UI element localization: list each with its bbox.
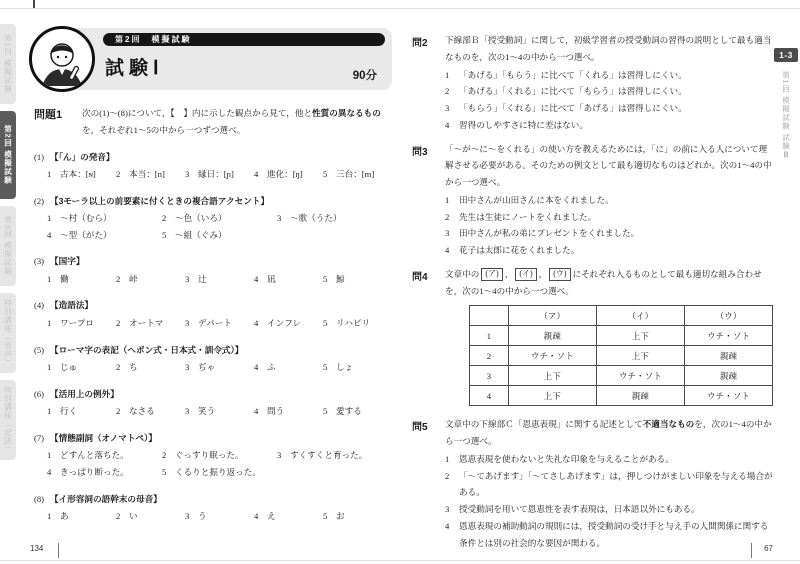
answer-option [323, 508, 392, 525]
answer-option [445, 117, 773, 134]
left-page-number: 134 [30, 544, 44, 553]
option-text: 恩恵表現の補助動詞の規則には，授受動詞の受け手と与え手の人間関係に関する条件とは別の社会的な要因が関わる。 [459, 520, 769, 548]
examiner-character-icon [29, 26, 95, 92]
problem1-text-1: 次の(1)～(8)について，【 】内に示した観点から見て，他と [82, 108, 313, 118]
option-text: 愛する [336, 405, 362, 416]
q5-text-1: 文章中の下線部Ｃ「恩恵表現」に関する記述として [445, 419, 643, 430]
option-number: 5 [161, 229, 167, 240]
table-cell: 親疎 [596, 386, 684, 406]
option-number: 5 [161, 466, 167, 477]
item-header [34, 430, 392, 446]
exam-item [34, 342, 392, 376]
option-text: 問う [267, 405, 285, 416]
tab-special-lecture-kijutsu: 特別講座（記述） [0, 380, 16, 460]
q4-text-1: 文章中の [445, 268, 480, 279]
item-number: (7) [34, 432, 45, 443]
option-text: 凪 [267, 273, 276, 284]
option-text: お [336, 510, 345, 521]
option-text: 授受動詞を用いて恩恵性を表す表現は，日本語以外にもある。 [459, 504, 700, 514]
item-number: (2) [34, 195, 45, 206]
option-number: 1 [47, 361, 52, 372]
right-page [412, 32, 773, 558]
option-number: 2 [116, 273, 121, 284]
answer-option [323, 315, 392, 332]
option-text: リハビリ [336, 317, 371, 328]
item-header [34, 342, 392, 358]
question-4 [412, 266, 773, 410]
answer-option [162, 464, 277, 481]
question-5 [412, 416, 773, 551]
option-number: 1 [445, 69, 450, 80]
item-header [34, 297, 392, 313]
option-text: あ [60, 510, 69, 521]
answer-option [47, 315, 116, 332]
exam-item [34, 386, 392, 420]
option-number: 3 [185, 317, 190, 328]
option-number: 4 [47, 466, 52, 477]
option-number: 3 [185, 510, 190, 521]
option-number: 2 [445, 470, 450, 481]
answer-option [445, 225, 773, 242]
option-number: 2 [116, 361, 121, 372]
option-number: 4 [445, 245, 450, 255]
table-cell: 3 [470, 366, 509, 386]
answer-option [323, 359, 392, 376]
table-row-2 [470, 346, 773, 366]
question-5-text [445, 416, 773, 450]
question-2-number: 問2 [412, 38, 428, 49]
exam-round-label: 第2回 模擬試験 [115, 35, 192, 44]
item-options [47, 271, 392, 288]
answer-option [116, 403, 185, 420]
option-text: う [198, 510, 207, 521]
item-number: (4) [34, 300, 45, 311]
answer-option [185, 166, 254, 183]
question-2-options [445, 67, 773, 134]
answer-option [445, 518, 773, 552]
tab-mock-exam-2-active: 第2回 模擬試験 [0, 111, 16, 199]
option-number: 2 [116, 168, 121, 179]
table-header-row [470, 306, 773, 326]
option-number: 5 [323, 510, 328, 521]
option-text: え [267, 510, 276, 521]
option-text: 笑う [198, 405, 216, 416]
tab-mock-exam-3: 第3回 模擬試験 [0, 206, 16, 286]
option-number: 1 [445, 194, 450, 205]
item-header [34, 253, 392, 269]
question-5-body [445, 416, 773, 551]
option-text: 進化：[ŋ] [267, 168, 303, 179]
option-text: どすんと落ちた。 [60, 450, 129, 461]
item-criterion: 【造語法】 [50, 300, 94, 311]
answer-option [323, 403, 392, 420]
question-2 [412, 32, 773, 134]
question-3-body [445, 141, 773, 259]
option-text: 鯨 [336, 273, 345, 284]
answer-option [162, 210, 277, 227]
answer-option [47, 403, 116, 420]
option-text: きっぱり断った。 [60, 466, 129, 477]
option-number: 2 [445, 86, 450, 97]
answer-option [116, 508, 185, 525]
item-header [34, 491, 392, 507]
option-text: 働 [60, 273, 69, 284]
problem1-block [34, 105, 392, 139]
table-cell: 親疎 [684, 366, 772, 386]
option-text: 辻 [198, 273, 207, 284]
tab-special-lecture-onsei: 特別講座（音声） [0, 293, 16, 373]
answer-option [185, 271, 254, 288]
chapter-tab-strip [0, 24, 16, 460]
table-cell: 1 [470, 326, 509, 346]
option-number: 1 [47, 450, 52, 461]
option-number: 4 [254, 273, 259, 284]
option-text: 先生は生徒にノートをくれました。 [459, 211, 597, 222]
option-number: 5 [323, 317, 328, 328]
blank-box-c: (ウ) [549, 268, 570, 281]
answer-option [254, 315, 323, 332]
table-cell: 上下 [508, 386, 596, 406]
bottom-rule [0, 560, 800, 561]
item-number: (1) [34, 151, 45, 162]
item-options [47, 166, 392, 183]
right-edge-marker [773, 48, 799, 160]
option-text: 田中さんが私の弟にプレゼントをくれました。 [459, 228, 640, 239]
answer-option [47, 166, 116, 183]
option-text: 行く [60, 405, 78, 416]
option-number: 1 [47, 317, 52, 328]
option-text: ぐっすり眠った。 [174, 450, 244, 461]
option-number: 4 [445, 520, 450, 531]
answer-option [116, 315, 185, 332]
answer-option [445, 67, 773, 84]
answer-option [323, 271, 392, 288]
option-text: 縁日：[ɲ] [198, 168, 234, 179]
q4-separator-2: ， [538, 268, 548, 279]
item-number: (5) [34, 344, 45, 355]
question-3-number: 問3 [412, 146, 428, 158]
blank-box-b: (イ) [515, 268, 536, 281]
table-cell: 2 [470, 346, 509, 366]
right-page-number: 67 [764, 544, 773, 553]
item-number: (6) [34, 388, 45, 399]
item-header [34, 149, 392, 165]
answer-option [254, 166, 323, 183]
answer-option [254, 359, 323, 376]
answer-option [445, 451, 773, 468]
answer-option [47, 210, 162, 227]
option-number: 4 [254, 168, 259, 179]
answer-option [185, 403, 254, 420]
option-number: 5 [323, 361, 328, 372]
option-number: 4 [254, 405, 259, 416]
table-cell: 上下 [508, 366, 596, 386]
question-2-body [445, 32, 773, 134]
left-folio-tick [58, 543, 59, 558]
answer-option [185, 315, 254, 332]
exam-item [34, 149, 392, 183]
option-text: ～型（がた） [60, 229, 112, 240]
table-row-4 [470, 386, 773, 406]
item-header [34, 193, 392, 209]
question-3 [412, 141, 773, 259]
section-badge: 1-3 [774, 48, 798, 62]
option-number: 1 [47, 168, 52, 179]
question-4-text [445, 266, 773, 300]
exam-item [34, 193, 392, 244]
answer-option [445, 501, 773, 518]
option-text: ～色（いろ） [174, 212, 227, 223]
table-row-3 [470, 366, 773, 386]
option-number: 2 [445, 211, 450, 222]
option-number: 1 [47, 405, 52, 416]
option-text: 三台：[m] [336, 168, 375, 179]
answer-option [47, 447, 162, 464]
answer-option [254, 508, 323, 525]
item-number: (3) [34, 256, 45, 267]
section-label: 第1回 模擬試験 試験Ⅲ [781, 71, 791, 161]
option-text: なさる [129, 405, 155, 416]
exam-item [34, 297, 392, 331]
item-options [47, 447, 392, 481]
answer-option [445, 242, 773, 259]
table-header-b: （イ） [596, 306, 684, 326]
exam-round-banner [103, 33, 385, 46]
option-text: ち [129, 361, 138, 372]
item-number: (8) [34, 493, 45, 504]
table-cell: ウチ・ソト [596, 366, 684, 386]
question-5-options [445, 451, 773, 552]
option-text: ぢゃ [198, 361, 216, 372]
answer-option [47, 271, 116, 288]
option-text: い [129, 510, 138, 521]
table-cell: 親疎 [684, 346, 772, 366]
top-rule [0, 8, 800, 9]
q5-text-2: を，次の1～4の中から一つ選べ。 [445, 419, 772, 446]
answer-option [47, 359, 116, 376]
item-options [47, 508, 392, 525]
answer-option [116, 359, 185, 376]
item-options [47, 315, 392, 332]
option-number: 4 [254, 510, 259, 521]
answer-option [185, 359, 254, 376]
option-text: ワープロ [60, 317, 94, 328]
option-text: デパート [198, 317, 232, 328]
item-options [47, 359, 392, 376]
option-text: 恩恵表現を使わないと失礼な印象を与えることがある。 [459, 453, 674, 464]
exam-duration: 90分 [352, 70, 377, 82]
option-number: 3 [445, 103, 450, 113]
item-header [34, 386, 392, 402]
q5-bold-phrase: 不適当なもの [642, 419, 695, 430]
exam-item [34, 253, 392, 287]
blank-box-a: (ア) [481, 268, 502, 281]
option-number: 3 [185, 168, 190, 179]
option-text: 峠 [129, 273, 138, 284]
answer-option [445, 83, 773, 100]
option-text: 習得のしやすさに特に差はない。 [459, 119, 588, 130]
option-text: 「あげる」「くれる」に比べて「もらう」は習得しにくい。 [459, 86, 687, 97]
answer-option [445, 209, 773, 226]
question-5-number: 問5 [412, 422, 428, 434]
option-number: 3 [276, 212, 282, 223]
option-text: 「あげる」「もらう」に比べて「くれる」は習得しにくい。 [459, 69, 687, 80]
item-criterion: 【活用上の例外】 [50, 388, 119, 399]
answer-option [445, 468, 773, 502]
item-criterion: 【ローマ字の表記（ヘボン式・日本式・訓令式）】 [50, 344, 244, 355]
option-text: 花子は太郎に花をくれました。 [459, 245, 580, 255]
answer-option [277, 447, 392, 464]
option-text: 「もらう」「くれる」に比べて「あげる」は習得しにくい。 [459, 103, 687, 113]
item-criterion: 【国字】 [50, 256, 85, 267]
q4-separator-1: ， [504, 268, 514, 279]
answer-option [277, 210, 392, 227]
problem1-items [34, 149, 392, 525]
option-text: 田中さんが山田さんに本をくれました。 [459, 194, 614, 205]
option-text: ～組（ぐみ） [174, 229, 227, 240]
answer-option [162, 227, 277, 244]
answer-option [162, 447, 277, 464]
option-number: 3 [185, 273, 190, 284]
answer-option [185, 508, 254, 525]
question-4-number: 問4 [412, 271, 428, 283]
table-cell: 4 [470, 386, 509, 406]
option-number: 2 [116, 405, 121, 416]
option-text: くるりと振り返った。 [174, 466, 261, 477]
problem1-text-2: を，それぞれ1～5の中から一つずつ選べ。 [82, 124, 246, 135]
option-number: 5 [323, 405, 328, 416]
problem1-number: 問題1 [34, 109, 63, 121]
item-criterion: 【イ形容詞の語幹末の母音】 [50, 493, 162, 504]
table-cell: ウチ・ソト [508, 346, 596, 366]
question-2-text: 下線部Ｂ「授受動詞」に関して，初級学習者の授受動詞の習得の説明として最も適当なものを，次の1～4の中から一つ選べ。 [445, 35, 772, 62]
top-registration-tick [33, 0, 35, 8]
answer-option [445, 192, 773, 209]
answer-option [116, 166, 185, 183]
option-number: 2 [116, 510, 121, 521]
option-text: インフレ [267, 317, 302, 328]
option-text: ～歌（うた） [289, 212, 342, 223]
option-text: ふ [267, 361, 276, 372]
answer-option [254, 271, 323, 288]
item-options [47, 403, 392, 420]
option-number: 3 [445, 504, 450, 514]
option-number: 4 [254, 317, 259, 328]
option-text: ～村（むら） [60, 212, 112, 223]
answer-combination-table [469, 305, 773, 406]
option-number: 2 [161, 212, 167, 223]
question-3-options [445, 192, 773, 259]
left-page [34, 26, 392, 525]
option-number: 3 [445, 228, 450, 239]
option-text: すくすくと育った。 [289, 450, 368, 461]
option-number: 4 [445, 119, 450, 130]
answer-option [47, 227, 162, 244]
table-row-1 [470, 326, 773, 346]
table-corner-cell [470, 306, 509, 326]
question-3-text: 「～が～に～をくれる」の使い方を教えるためには，「に」の前に入る人について理解させる必要がある。そのための例文として最も適切なものはどれか。次の1～4の中から一つ選べ。 [445, 143, 772, 187]
option-number: 4 [254, 361, 259, 372]
option-number: 2 [161, 450, 167, 461]
answer-option [47, 508, 116, 525]
option-text: 古本：[ɴ] [60, 168, 96, 179]
answer-option [323, 166, 392, 183]
item-criterion: 【「ん」の発音】 [50, 151, 115, 162]
problem1-bold-phrase: 性質の異なるもの [312, 108, 381, 118]
answer-option [445, 100, 773, 117]
table-header-c: （ウ） [684, 306, 772, 326]
option-text: じゅ [60, 361, 78, 372]
option-text: 「～てあげます」「～てさしあげます」は，押しつけがましい印象を与える場合がある。 [459, 470, 773, 498]
option-number: 1 [47, 510, 52, 521]
option-text: オートマ [129, 317, 164, 328]
table-cell: 上下 [596, 326, 684, 346]
exam-item [34, 491, 392, 525]
exam-item [34, 430, 392, 481]
option-text: 本当：[n] [129, 168, 165, 179]
exam-header [34, 26, 392, 92]
table-cell: ウチ・ソト [684, 326, 772, 346]
item-options [47, 210, 392, 244]
option-number: 1 [47, 273, 52, 284]
item-criterion: 【3モーラ以上の前要素に付くときの複合語アクセント】 [50, 195, 270, 206]
tab-mock-exam-1: 第1回 模擬試験 [0, 24, 16, 104]
option-number: 3 [185, 405, 190, 416]
option-number: 3 [276, 450, 282, 461]
q4-text-2: にそれぞれ入るものとして最も適切な組み合わせを，次の1～4の中から一つ選べ。 [445, 268, 762, 296]
option-number: 1 [47, 212, 52, 223]
answer-option [116, 271, 185, 288]
item-criterion: 【情態副詞（オノマトペ）】 [50, 432, 157, 443]
option-number: 5 [323, 273, 328, 284]
option-number: 4 [47, 229, 52, 240]
exam-title: 試験Ⅰ [105, 58, 164, 79]
table-cell: ウチ・ソト [684, 386, 772, 406]
table-cell: 上下 [596, 346, 684, 366]
table-header-a: （ア） [508, 306, 596, 326]
option-number: 5 [323, 168, 328, 179]
answer-option [254, 403, 323, 420]
option-number: 1 [445, 453, 450, 464]
option-number: 2 [116, 317, 121, 328]
option-number: 3 [185, 361, 190, 372]
question-4-body [445, 266, 773, 410]
exam-header-box [67, 28, 392, 90]
answer-option [47, 464, 162, 481]
table-cell: 親疎 [508, 326, 596, 346]
option-text: しょ [336, 361, 354, 372]
problem1-instructions [82, 105, 392, 139]
